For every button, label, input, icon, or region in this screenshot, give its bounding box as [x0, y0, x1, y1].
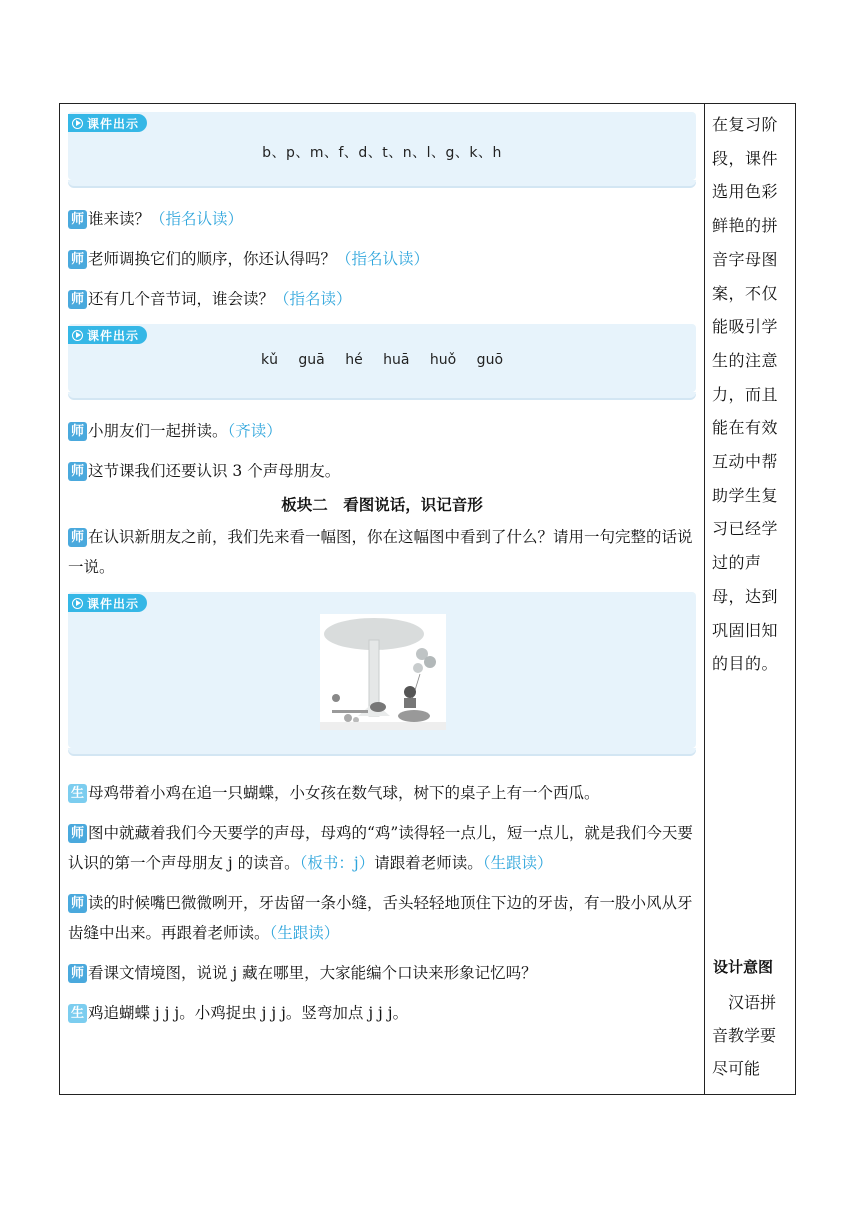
- courseware-tag: 课件出示: [68, 114, 147, 132]
- courseware-panel: [68, 112, 696, 180]
- teacher-line: 师 读的时候嘴巴微微咧开，牙齿留一条小缝，舌头轻轻地顶住下边的牙齿，有一股小风从牙齿缝中出来。再跟着老师读。（生跟读）: [68, 894, 693, 942]
- play-icon: [72, 330, 83, 341]
- student-badge: 生: [68, 784, 87, 803]
- student-badge: 生: [68, 1004, 87, 1023]
- courseware-tag: 课件出示: [68, 326, 147, 344]
- student-line: 生 母鸡带着小鸡在追一只蝴蝶，小女孩在数气球，树下的桌子上有一个西瓜。: [68, 778, 696, 808]
- teacher-line: 师 谁来读？（指名认读）: [68, 204, 696, 234]
- teacher-line: 师 在认识新朋友之前，我们先来看一幅图，你在这幅图中看到了什么？请用一句完整的话说一说。: [68, 528, 693, 576]
- courseware-letters: b、p、m、f、d、t、n、l、g、k、h: [262, 145, 502, 161]
- teacher-badge: 师: [68, 964, 87, 983]
- teacher-line: 师 还有几个音节词，谁会读？（指名读）: [68, 284, 696, 314]
- side-note-text: 在复习阶段，课件选用色彩鲜艳的拼音字母图案，不仅能吸引学生的注意力，而且能在有效互动中帮助学生复习已经学过的声母，达到巩固旧知的目的。: [712, 115, 779, 674]
- teacher-badge: 师: [68, 250, 87, 269]
- teacher-badge: 师: [68, 290, 87, 309]
- play-icon: [72, 118, 83, 129]
- teacher-badge: 师: [68, 462, 87, 481]
- teacher-line: 师 图中就藏着我们今天要学的声母，母鸡的“鸡”读得轻一点儿，短一点儿，就是我们今天要认识的第一个声母朋友 j 的读音。（板书：j）请跟着老师读。（生跟读）: [68, 824, 693, 872]
- main-column: [68, 112, 696, 1028]
- scene-illustration: [320, 614, 446, 730]
- teacher-badge: 师: [68, 422, 87, 441]
- student-line: 生 鸡追蝴蝶 j j j。小鸡捉虫 j j j。竖弯加点 j j j。: [68, 998, 696, 1028]
- teacher-badge: 师: [68, 528, 87, 547]
- side-note: [712, 108, 790, 681]
- teacher-line: 师 这节课我们还要认识 3 个声母朋友。: [68, 456, 696, 486]
- teacher-line: 师 老师调换它们的顺序，你还认得吗？（指名认读）: [68, 244, 696, 274]
- design-intent-text: 汉语拼音教学要尽可能: [712, 993, 777, 1078]
- courseware-panel: [68, 324, 696, 392]
- teacher-line: 师 小朋友们一起拼读。（齐读）: [68, 416, 696, 446]
- section-title: 板块二 看图说话，识记音形: [281, 495, 483, 514]
- design-intent-title: 设计意图: [713, 958, 774, 976]
- teacher-badge: 师: [68, 210, 87, 229]
- teacher-badge: 师: [68, 894, 87, 913]
- teacher-badge: 师: [68, 824, 87, 843]
- play-icon: [72, 598, 83, 609]
- courseware-words: kǔ guā hé huā huǒ guō: [260, 352, 504, 368]
- courseware-panel: [68, 592, 696, 748]
- courseware-tag: 课件出示: [68, 594, 147, 612]
- column-divider: [704, 103, 705, 1095]
- teacher-line: 师 看课文情境图，说说 j 藏在哪里，大家能编个口诀来形象记忆吗？: [68, 958, 696, 988]
